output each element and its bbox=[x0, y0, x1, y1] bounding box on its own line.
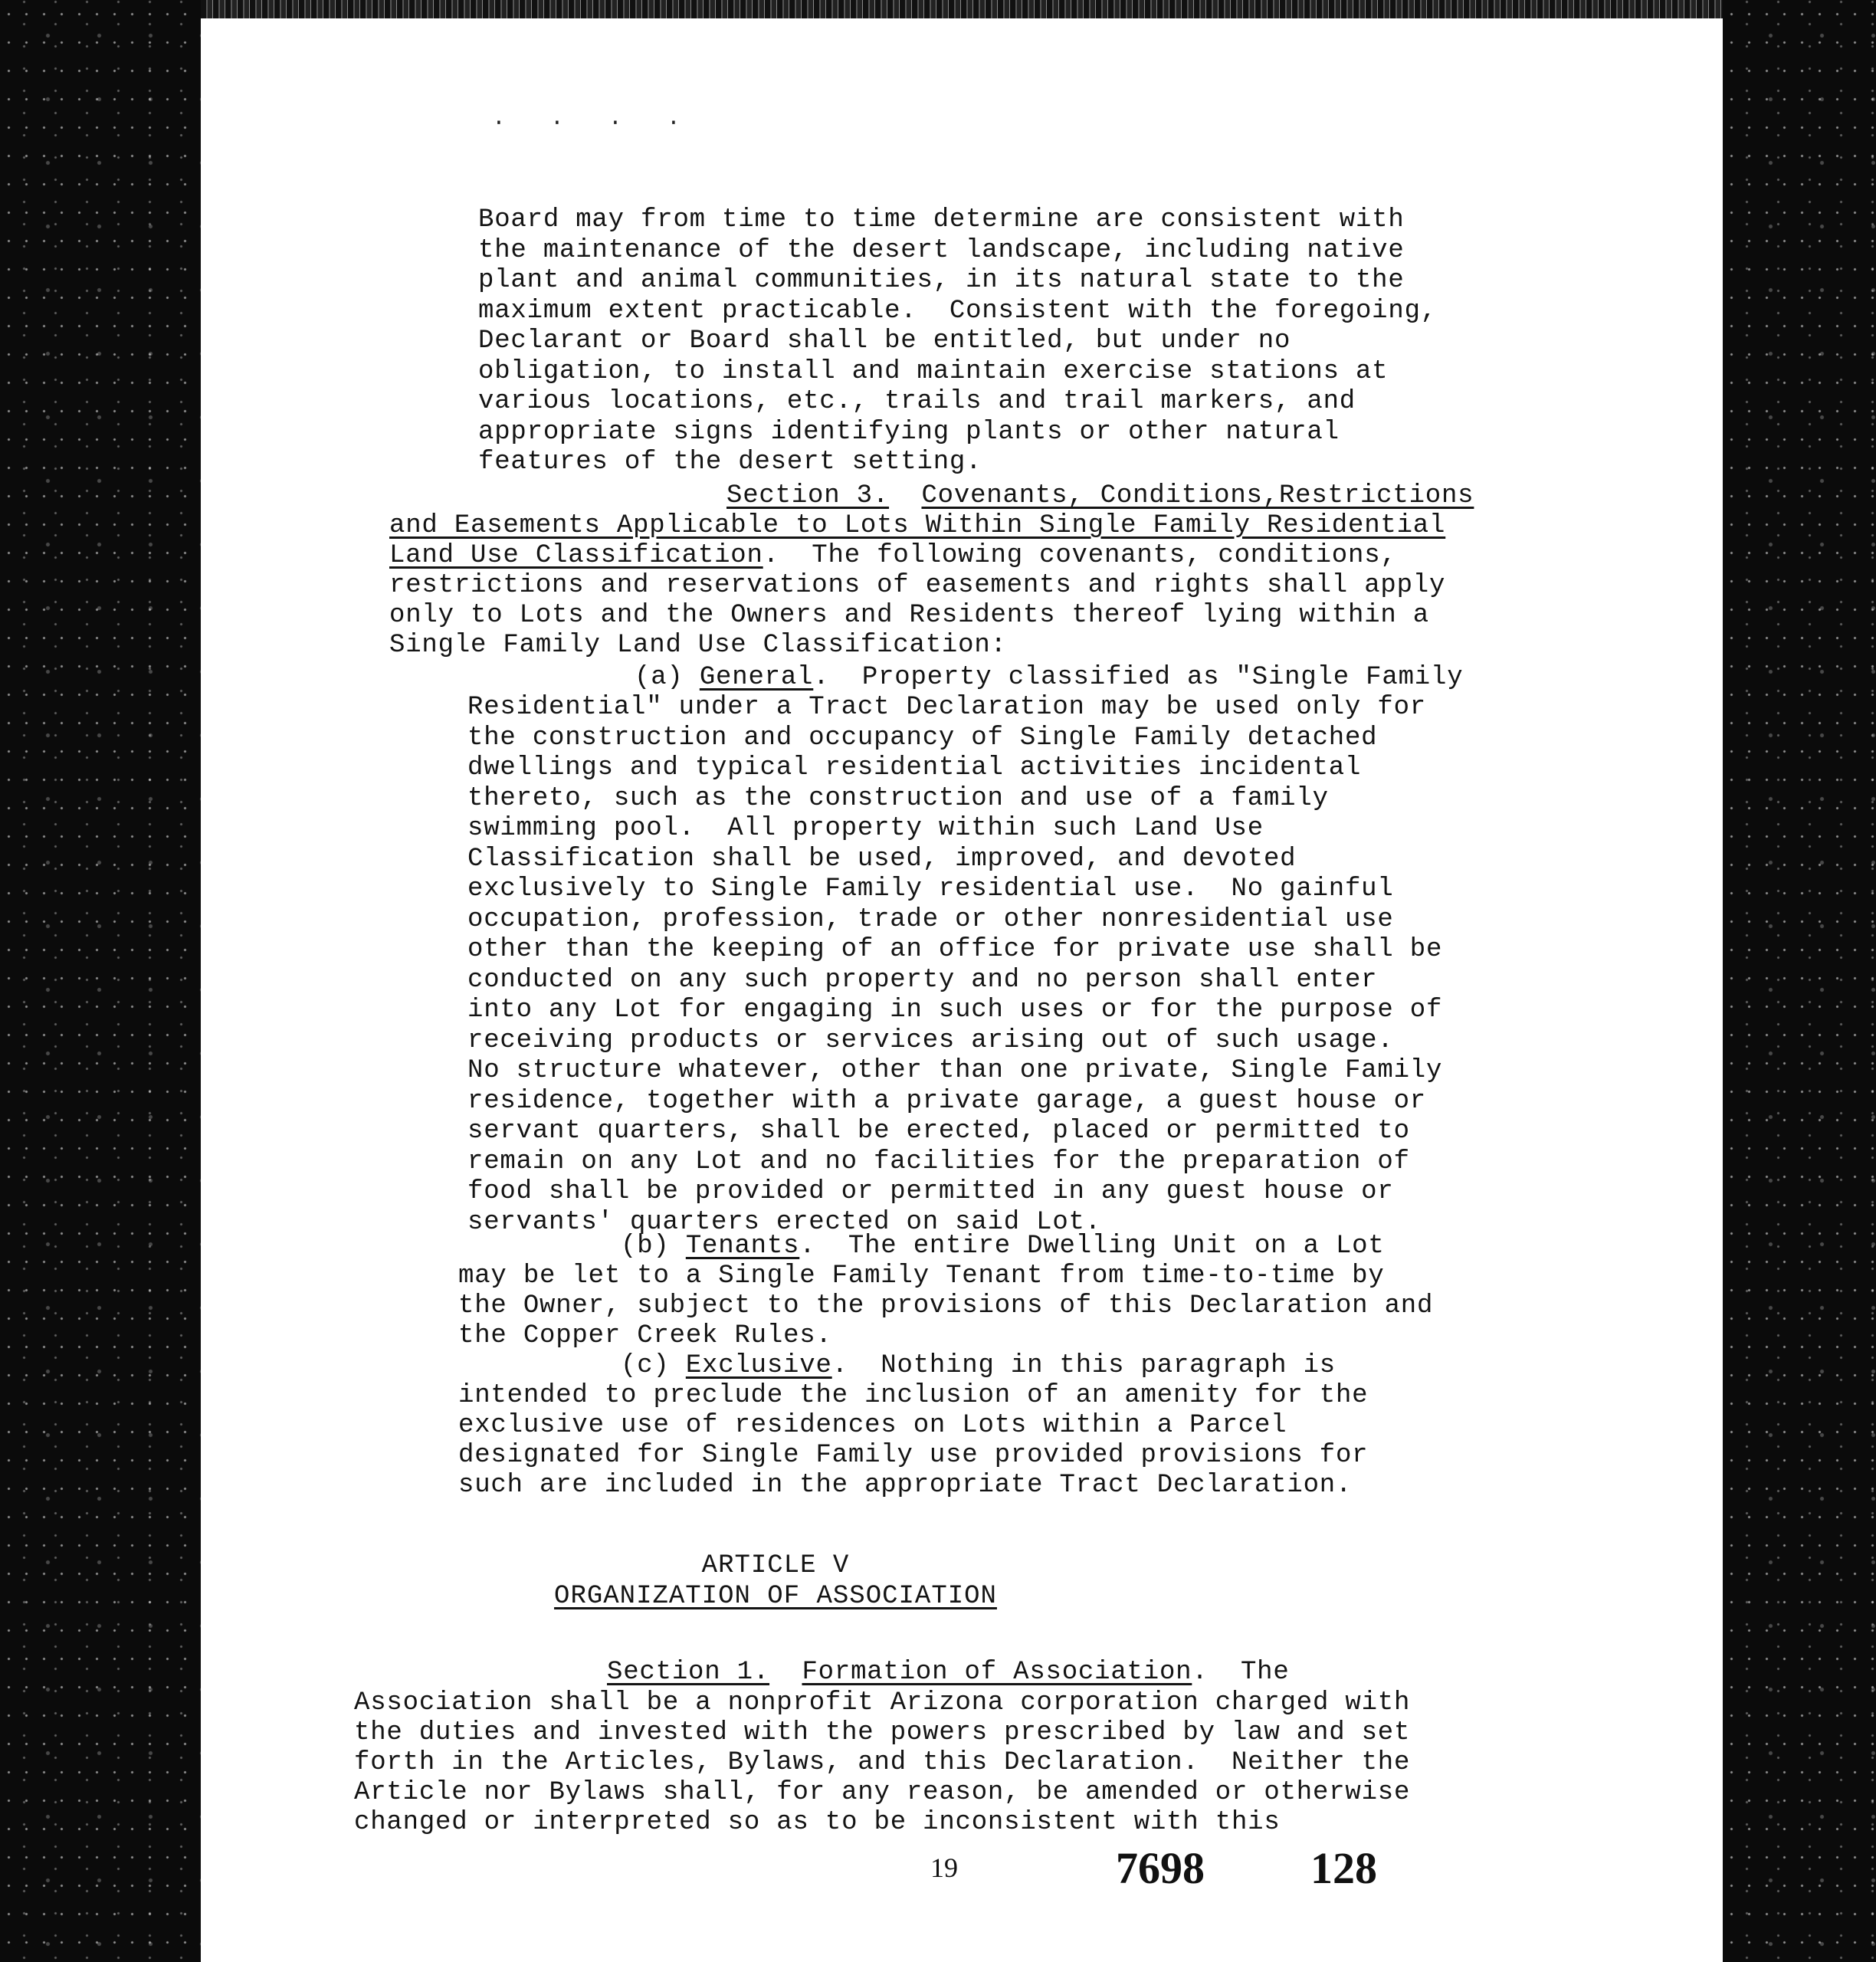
section1-label: Section 1. bbox=[607, 1658, 770, 1687]
para-c-prefix: (c) bbox=[621, 1351, 686, 1380]
para-b-first-line bbox=[621, 1232, 1385, 1260]
text-line: maximum extent practicable. Consistent with the foregoing, bbox=[478, 296, 1437, 326]
article-number: ARTICLE V bbox=[701, 1551, 850, 1580]
para-a-first-line bbox=[635, 664, 1463, 691]
page-number: 19 bbox=[930, 1852, 958, 1883]
scan-border-top bbox=[201, 0, 1723, 18]
text-line: such are included in the appropriate Tract Declaration. bbox=[458, 1471, 1353, 1500]
page-ref: 128 bbox=[1310, 1843, 1377, 1893]
section3-heading-line-3 bbox=[389, 542, 1397, 569]
section3-label: Section 3. bbox=[726, 481, 890, 510]
section3-heading-1: Covenants, Conditions,Restrictions bbox=[921, 481, 1474, 510]
text-line: Single Family Land Use Classification: bbox=[389, 631, 1007, 660]
para-c-first-rest: . Nothing in this paragraph is bbox=[831, 1351, 1336, 1380]
text-line: the Owner, subject to the provisions of this Declaration and bbox=[458, 1291, 1434, 1321]
text-line: forth in the Articles, Bylaws, and this Declaration. Neither the bbox=[354, 1748, 1411, 1777]
text-line: exclusive use of residences on Lots within a Parcel bbox=[458, 1411, 1287, 1440]
text-line: remain on any Lot and no facilities for the preparation of bbox=[467, 1147, 1410, 1176]
section3-heading-line-1 bbox=[726, 482, 1474, 510]
text-line: features of the desert setting. bbox=[478, 448, 982, 477]
text-line: Association shall be a nonprofit Arizona corporation charged with bbox=[354, 1688, 1411, 1718]
para-b-prefix: (b) bbox=[621, 1232, 686, 1261]
section1-heading: Formation of Association bbox=[802, 1658, 1192, 1687]
section1-heading-line bbox=[607, 1659, 1290, 1686]
text-line: residence, together with a private garage, a guest house or bbox=[467, 1086, 1426, 1116]
text-line: the duties and invested with the powers prescribed by law and set bbox=[354, 1718, 1411, 1747]
text-line: Declarant or Board shall be entitled, but under no bbox=[478, 326, 1291, 356]
text-line: exclusively to Single Family residential use. No gainful bbox=[467, 874, 1394, 904]
text-line: changed or interpreted so as to be inconsistent with this bbox=[354, 1808, 1281, 1837]
para-a-prefix: (a) bbox=[635, 663, 700, 692]
text-line: plant and animal communities, in its natural state to the bbox=[478, 266, 1405, 295]
text-line: appropriate signs identifying plants or other natural bbox=[478, 417, 1340, 447]
text-line: No structure whatever, other than one private, Single Family bbox=[467, 1056, 1443, 1085]
scan-border-right bbox=[1723, 0, 1876, 1962]
text-line: swimming pool. All property within such Land Use bbox=[467, 814, 1264, 843]
text-line: Board may from time to time determine are consistent with bbox=[478, 205, 1405, 235]
text-line: only to Lots and the Owners and Residents thereof lying within a bbox=[389, 601, 1430, 630]
text-line: Residential" under a Tract Declaration may be used only for bbox=[467, 693, 1426, 722]
book-number: 7698 bbox=[1116, 1843, 1205, 1893]
text-line: restrictions and reservations of easements and rights shall apply bbox=[389, 571, 1446, 600]
section3-heading-2: and Easements Applicable to Lots Within Single Family Residential bbox=[389, 511, 1446, 540]
scan-border-left bbox=[0, 0, 201, 1962]
text-line: may be let to a Single Family Tenant from time-to-time by bbox=[458, 1262, 1385, 1291]
text-line: dwellings and typical residential activities incidental bbox=[467, 753, 1362, 783]
article-title-text: ORGANIZATION OF ASSOCIATION bbox=[554, 1582, 997, 1611]
text-line: the maintenance of the desert landscape, including native bbox=[478, 235, 1405, 265]
text-line: intended to preclude the inclusion of an amenity for the bbox=[458, 1381, 1369, 1410]
text-line: servants' quarters erected on said Lot. bbox=[467, 1207, 1101, 1237]
text-line: other than the keeping of an office for private use shall be bbox=[467, 935, 1443, 964]
para-c-title: Exclusive bbox=[685, 1351, 832, 1380]
text-line: the construction and occupancy of Single Family detached bbox=[467, 723, 1378, 753]
document-page bbox=[201, 18, 1723, 1962]
text-line: into any Lot for engaging in such uses or for the purpose of bbox=[467, 996, 1443, 1025]
article-title bbox=[316, 1582, 1235, 1611]
text-line: obligation, to install and maintain exercise stations at bbox=[478, 356, 1389, 386]
section3-heading-line-2 bbox=[389, 512, 1445, 540]
section3-heading-3-rest: . The following covenants, conditions, bbox=[763, 541, 1397, 570]
text-line: Classification shall be used, improved, and devoted bbox=[467, 844, 1297, 874]
para-a-title: General bbox=[699, 663, 814, 692]
text-line: thereto, such as the construction and use of a family bbox=[467, 783, 1329, 813]
para-a-first-rest: . Property classified as "Single Family bbox=[813, 663, 1464, 692]
para-c-first-line bbox=[621, 1352, 1336, 1380]
text-line: designated for Single Family use provided provisions for bbox=[458, 1441, 1369, 1470]
text-line: receiving products or services arising out of such usage. bbox=[467, 1025, 1394, 1055]
text-line: food shall be provided or permitted in any guest house or bbox=[467, 1177, 1394, 1206]
text-line: conducted on any such property and no person shall enter bbox=[467, 965, 1378, 995]
section3-heading-3: Land Use Classification bbox=[389, 541, 763, 570]
para-b-first-rest: . The entire Dwelling Unit on a Lot bbox=[799, 1232, 1385, 1261]
scan-specks: ∙ ∙ ∙ ∙ bbox=[492, 110, 697, 136]
text-line: servant quarters, shall be erected, placed or permitted to bbox=[467, 1117, 1410, 1146]
text-line: various locations, etc., trails and trail markers, and bbox=[478, 387, 1356, 416]
text-line: the Copper Creek Rules. bbox=[458, 1321, 832, 1350]
text-line: Article nor Bylaws shall, for any reason, be amended or otherwise bbox=[354, 1778, 1411, 1807]
para-b-title: Tenants bbox=[685, 1232, 800, 1261]
text-line: occupation, profession, trade or other nonresidential use bbox=[467, 904, 1394, 934]
section1-heading-rest: . The bbox=[1192, 1658, 1290, 1687]
